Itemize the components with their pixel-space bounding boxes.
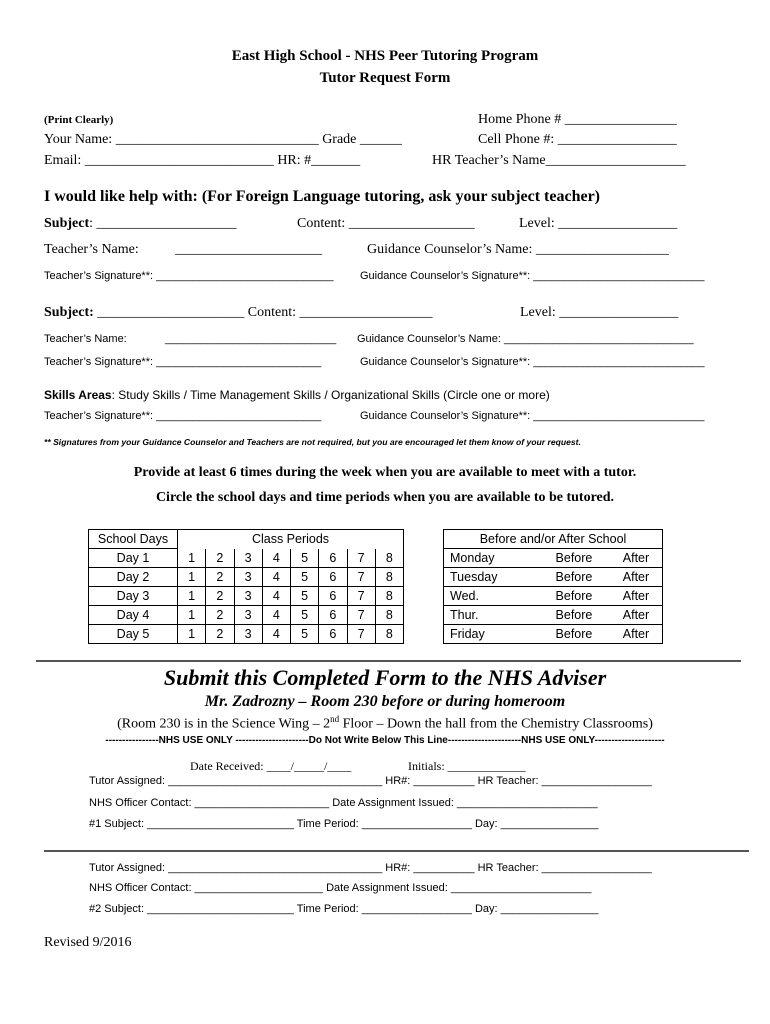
period-cell[interactable]: 4 <box>262 568 290 587</box>
room-location-line <box>0 714 770 733</box>
period-cell[interactable]: 2 <box>206 606 234 625</box>
period-cell[interactable]: 5 <box>291 625 319 644</box>
day-cell: Day 5 <box>89 625 178 644</box>
period-cell[interactable]: 6 <box>319 606 347 625</box>
period-cell[interactable]: 2 <box>206 549 234 568</box>
period-cell[interactable]: 5 <box>291 606 319 625</box>
date-received-field[interactable]: Date Received: ____/_____/____ <box>190 759 352 773</box>
period-cell[interactable]: 7 <box>347 549 375 568</box>
counselor-sig-3-field[interactable]: Guidance Counselor’s Signature**: ____________________________ <box>360 410 705 422</box>
teacher-name-2-label: Teacher’s Name: <box>44 333 127 345</box>
after-cell[interactable]: After <box>610 549 663 568</box>
period-cell[interactable]: 6 <box>319 587 347 606</box>
before-cell[interactable]: Before <box>538 606 610 625</box>
subject-content-line: _____________________ Content: ___________________ <box>93 305 433 320</box>
teacher-sig-2-field[interactable]: Teacher’s Signature**: ___________________________ <box>44 356 322 368</box>
skills-options[interactable]: : Study Skills / Time Management Skills / Organizational Skills (Circle one or more) <box>111 388 550 402</box>
help-heading: I would like help with: (For Foreign Language tutoring, ask your subject teacher) <box>44 188 601 205</box>
room-text-post: Floor – Down the hall from the Chemistry Classrooms) <box>339 716 653 732</box>
period-cell[interactable]: 4 <box>262 587 290 606</box>
before-after-table <box>443 529 663 644</box>
form-title: East High School - NHS Peer Tutoring Program <box>231 48 539 64</box>
subject-2-field[interactable] <box>44 305 433 321</box>
period-cell[interactable]: 4 <box>262 606 290 625</box>
counselor-sig-1-field[interactable]: Guidance Counselor’s Signature**: ____________________________ <box>360 270 705 282</box>
after-cell[interactable]: After <box>610 606 663 625</box>
subject-line: : ____________________ <box>89 216 237 231</box>
adviser-line: Mr. Zadrozny – Room 230 before or during homeroom <box>204 693 566 710</box>
table-row <box>89 606 404 625</box>
period-cell[interactable]: 2 <box>206 587 234 606</box>
after-cell[interactable]: After <box>610 568 663 587</box>
period-cell[interactable]: 3 <box>234 568 262 587</box>
period-cell[interactable]: 6 <box>319 568 347 587</box>
tutor-assigned-1-field[interactable]: Tutor Assigned: ___________________________________ HR#: __________ HR Teacher: __________________ <box>89 775 652 787</box>
period-cell[interactable]: 5 <box>291 587 319 606</box>
print-clearly-note: (Print Clearly) <box>44 114 114 126</box>
period-cell[interactable]: 8 <box>375 606 403 625</box>
subject-2-assignment-field[interactable]: #2 Subject: ________________________ Time Period: __________________ Day: ________________ <box>89 903 599 915</box>
table-row <box>89 549 404 568</box>
period-cell[interactable]: 7 <box>347 625 375 644</box>
before-cell[interactable]: Before <box>538 568 610 587</box>
room-text-sup: nd <box>330 714 340 724</box>
room-text-pre: (Room 230 is in the Science Wing – 2 <box>117 716 331 732</box>
after-cell[interactable]: After <box>610 587 663 606</box>
table-row <box>444 625 663 644</box>
nhs-officer-2-field[interactable]: NHS Officer Contact: _____________________ Date Assignment Issued: _______________________ <box>89 882 592 894</box>
weekday-cell: Friday <box>444 625 539 644</box>
availability-instruction-1: Provide at least 6 times during the week when you are available to meet with a tutor. <box>133 465 637 480</box>
table-row <box>444 549 663 568</box>
nhs-officer-1-field[interactable]: NHS Officer Contact: ______________________ Date Assignment Issued: _______________________ <box>89 797 598 809</box>
period-cell[interactable]: 3 <box>234 587 262 606</box>
period-cell[interactable]: 5 <box>291 549 319 568</box>
period-cell[interactable]: 6 <box>319 625 347 644</box>
counselor-name-1-field[interactable]: Guidance Counselor’s Name: ___________________ <box>367 242 669 257</box>
before-after-header: Before and/or After School <box>444 530 663 549</box>
period-cell[interactable]: 5 <box>291 568 319 587</box>
table-row <box>444 606 663 625</box>
subject-label: Subject <box>44 216 90 231</box>
content-1-field[interactable]: Content: __________________ <box>297 216 475 231</box>
period-cell[interactable]: 4 <box>262 549 290 568</box>
period-cell[interactable]: 3 <box>234 625 262 644</box>
period-cell[interactable]: 6 <box>319 549 347 568</box>
teacher-name-1-label: Teacher’s Name: <box>44 242 139 257</box>
weekday-cell: Thur. <box>444 606 539 625</box>
availability-instruction-2: Circle the school days and time periods when you are available to be tutored. <box>155 490 615 505</box>
class-periods-table <box>88 529 404 644</box>
table-header-row <box>444 530 663 549</box>
weekday-cell: Monday <box>444 549 539 568</box>
level-1-field[interactable]: Level: _________________ <box>519 216 678 231</box>
submit-heading: Submit this Completed Form to the NHS Adviser <box>163 665 607 690</box>
initials-field[interactable]: Initials: _____________ <box>408 759 526 773</box>
skills-label: Skills Areas <box>44 388 112 402</box>
period-cell[interactable]: 4 <box>262 625 290 644</box>
day-cell: Day 2 <box>89 568 178 587</box>
period-cell[interactable]: 7 <box>347 587 375 606</box>
subject-1-field[interactable] <box>44 216 237 232</box>
weekday-cell: Wed. <box>444 587 539 606</box>
tutor-assigned-2-field[interactable]: Tutor Assigned: ___________________________________ HR#: __________ HR Teacher: __________________ <box>89 862 652 874</box>
period-cell[interactable]: 1 <box>178 606 206 625</box>
skills-areas-row <box>44 388 550 402</box>
divider-line <box>44 850 749 852</box>
home-phone-field[interactable]: Home Phone # ________________ <box>478 112 677 127</box>
divider-line <box>36 660 741 662</box>
period-cell[interactable]: 8 <box>375 568 403 587</box>
teacher-name-1-field[interactable]: _____________________ <box>175 242 322 257</box>
table-row <box>444 587 663 606</box>
subject-label: Subject: <box>44 305 94 320</box>
period-cell[interactable]: 8 <box>375 587 403 606</box>
table-row <box>89 568 404 587</box>
period-cell[interactable]: 7 <box>347 606 375 625</box>
after-cell[interactable]: After <box>610 625 663 644</box>
period-cell[interactable]: 2 <box>206 625 234 644</box>
school-days-header: School Days <box>89 530 178 549</box>
day-cell: Day 4 <box>89 606 178 625</box>
table-row <box>89 625 404 644</box>
form-subtitle: Tutor Request Form <box>319 70 451 86</box>
period-cell[interactable]: 8 <box>375 549 403 568</box>
day-cell: Day 1 <box>89 549 178 568</box>
period-cell[interactable]: 1 <box>178 587 206 606</box>
table-row <box>89 587 404 606</box>
weekday-cell: Tuesday <box>444 568 539 587</box>
teacher-sig-1-field[interactable]: Teacher’s Signature**: _____________________________ <box>44 270 334 282</box>
table-row <box>444 568 663 587</box>
before-cell[interactable]: Before <box>538 625 610 644</box>
counselor-sig-2-field[interactable]: Guidance Counselor’s Signature**: ____________________________ <box>360 356 705 368</box>
period-cell[interactable]: 3 <box>234 549 262 568</box>
class-periods-header: Class Periods <box>178 530 404 549</box>
period-cell[interactable]: 1 <box>178 549 206 568</box>
period-cell[interactable]: 8 <box>375 625 403 644</box>
teacher-sig-3-field[interactable]: Teacher’s Signature**: ___________________________ <box>44 410 322 422</box>
counselor-name-2-field[interactable]: Guidance Counselor’s Name: _______________________________ <box>357 333 694 345</box>
table-header-row <box>89 530 404 549</box>
name-grade-field[interactable]: Your Name: _____________________________ Grade ______ <box>44 132 402 147</box>
teacher-name-2-field[interactable]: ____________________________ <box>165 333 337 345</box>
revised-date: Revised 9/2016 <box>44 935 132 950</box>
email-hr-field[interactable]: Email: ___________________________ HR: #_______ <box>44 153 361 168</box>
period-cell[interactable]: 1 <box>178 625 206 644</box>
before-cell[interactable]: Before <box>538 549 610 568</box>
period-cell[interactable]: 3 <box>234 606 262 625</box>
level-2-field[interactable]: Level: _________________ <box>520 305 679 320</box>
before-cell[interactable]: Before <box>538 587 610 606</box>
period-cell[interactable]: 7 <box>347 568 375 587</box>
hr-teacher-field[interactable]: HR Teacher’s Name____________________ <box>432 153 686 168</box>
cell-phone-field[interactable]: Cell Phone #: _________________ <box>478 132 677 147</box>
signature-footnote: ** Signatures from your Guidance Counselor and Teachers are not required, but you are encouraged let them know of your request. <box>44 437 581 447</box>
period-cell[interactable]: 1 <box>178 568 206 587</box>
nhs-use-only-banner: ----------------NHS USE ONLY ----------------------Do Not Write Below This Line----------------------NHS USE ONLY--------------------- <box>105 735 665 746</box>
period-cell[interactable]: 2 <box>206 568 234 587</box>
day-cell: Day 3 <box>89 587 178 606</box>
subject-1-assignment-field[interactable]: #1 Subject: ________________________ Time Period: __________________ Day: ________________ <box>89 818 599 830</box>
